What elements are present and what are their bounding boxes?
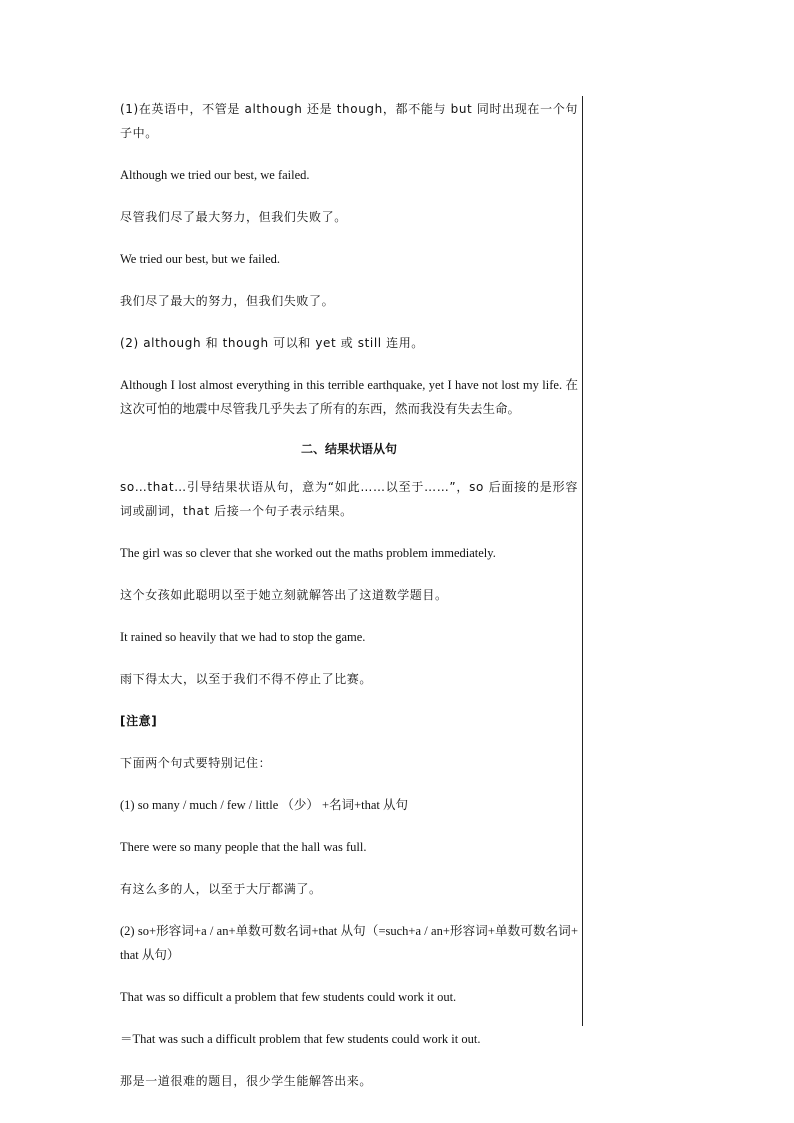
- example-translation-zh: 那是一道很难的题目，很少学生能解答出来。: [120, 1074, 373, 1088]
- note-label: [注意]: [120, 714, 158, 728]
- example-sentence-en: It rained so heavily that we had to stop the game.: [120, 630, 366, 644]
- example-sentence-en: There were so many people that the hall was full.: [120, 840, 367, 854]
- example-translation-zh: 这个女孩如此聪明以至于她立刻就解答出了这道数学题目。: [120, 588, 448, 602]
- content-column: [120, 97, 578, 1111]
- note-intro: 下面两个句式要特别记住：: [120, 756, 272, 770]
- example-translation-zh: 我们尽了最大的努力，但我们失败了。: [120, 294, 335, 308]
- example-sentence-en: That was so difficult a problem that few students could work it out.: [120, 990, 457, 1004]
- example-sentence-mixed: Although I lost almost everything in this terrible earthquake, yet I have not lost my life. 在这次可怕的地震中尽管我几乎失去了所有的东西，然而我没有失去生命。: [120, 378, 578, 416]
- example-sentence-en: ＝That was such a difficult problem that few students could work it out.: [120, 1032, 481, 1046]
- paragraph-although-though-rule: (1)在英语中，不管是 although 还是 though，都不能与 but 同时出现在一个句子中。: [120, 102, 578, 140]
- example-sentence-en: Although we tried our best, we failed.: [120, 168, 310, 182]
- paragraph-so-that-rule: so…that…引导结果状语从句，意为“如此……以至于……”，so 后面接的是形容词或副词，that 后接一个句子表示结果。: [120, 480, 578, 518]
- paragraph-yet-still-rule: (2) although 和 though 可以和 yet 或 still 连用。: [120, 336, 424, 350]
- example-sentence-en: The girl was so clever that she worked out the maths problem immediately.: [120, 546, 496, 560]
- example-translation-zh: 有这么多的人，以至于大厅都满了。: [120, 882, 322, 896]
- example-sentence-en: We tried our best, but we failed.: [120, 252, 281, 266]
- right-margin-rule: [582, 96, 583, 1026]
- example-translation-zh: 雨下得太大，以至于我们不得不停止了比赛。: [120, 672, 373, 686]
- section-heading: 二、结果状语从句: [300, 442, 397, 456]
- pattern-one: (1) so many / much / few / little （少） +名词+that 从句: [120, 798, 409, 812]
- example-translation-zh: 尽管我们尽了最大努力，但我们失败了。: [120, 210, 347, 224]
- pattern-two: (2) so+形容词+a / an+单数可数名词+that 从句（=such+a / an+形容词+单数可数名词+ that 从句）: [120, 924, 578, 962]
